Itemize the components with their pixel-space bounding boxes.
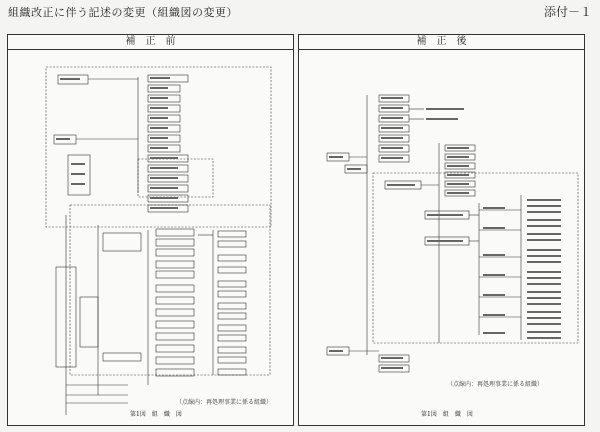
panel-before: [7, 34, 294, 426]
panel-after: [298, 34, 585, 426]
org-chart-before: [8, 35, 295, 427]
org-chart-after: [299, 35, 586, 427]
panel-after-header: 補 正 後: [299, 35, 584, 50]
figure-label-after: 第1図 組 織 図: [421, 411, 473, 418]
caption-after: （点線内：再処理事業に係る組織）: [447, 381, 544, 388]
panel-before-header: 補 正 前: [8, 35, 293, 50]
figure-label-before: 第1図 組 織 図: [130, 411, 182, 418]
caption-before: （点線内：再処理事業に係る組織）: [176, 399, 273, 406]
document-title: 組織改正に伴う記述の変更（組織図の変更）: [8, 6, 238, 19]
attachment-number: 添付－１: [543, 5, 592, 19]
